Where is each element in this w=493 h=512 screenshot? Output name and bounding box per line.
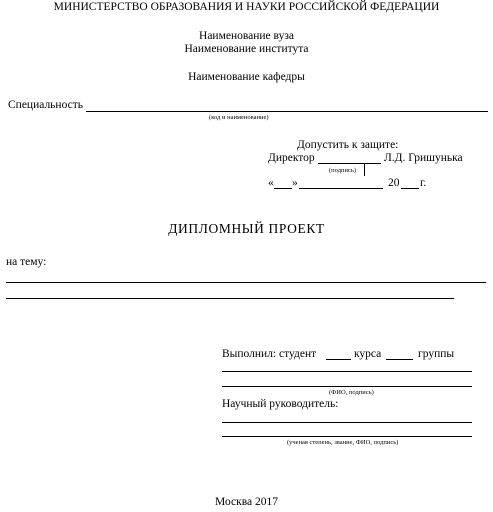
city-year: Москва 2017 [215,496,278,508]
topic-label: на тему: [6,256,47,268]
text-cursor [364,164,365,176]
director-label: Директор [268,152,315,164]
ministry-heading: МИНИСТЕРСТВО ОБРАЗОВАНИЯ И НАУКИ РОССИЙСКОЙ ФЕДЕРАЦИИ [53,1,440,13]
institute-name: Наименование института [184,43,309,55]
date-open-quote: « [268,177,274,189]
group-label: группы [418,348,455,360]
performer-label: Выполнил: студент [222,348,317,360]
director-name: Л.Д. Гришунька [384,152,463,164]
specialty-field-line[interactable] [86,111,488,112]
performer-caption: (ФИО, подпись) [329,389,374,396]
admit-to-defense: Допустить к защите: [297,139,399,151]
document-title: ДИПЛОМНЫЙ ПРОЕКТ [168,221,325,236]
university-name: Наименование вуза [199,30,294,42]
director-signature-line[interactable] [318,163,381,164]
supervisor-line-1[interactable] [222,422,472,423]
specialty-label: Специальность [8,99,83,111]
performer-name-line-2[interactable] [222,386,472,387]
course-number-line[interactable] [326,359,351,360]
specialty-caption: (код и наименование) [209,114,269,121]
date-year-suffix: г. [420,177,427,189]
supervisor-label: Научный руководитель: [222,398,339,410]
group-number-line[interactable] [386,359,413,360]
course-label: курса [354,348,382,360]
supervisor-caption: (ученая степень, звание, ФИО, подпись) [287,439,399,446]
date-day-line[interactable] [274,188,292,189]
date-year-prefix: 20 [388,177,400,189]
signature-caption: (подпись) [329,167,356,174]
supervisor-line-2[interactable] [222,436,472,437]
date-month-line[interactable] [299,188,383,189]
topic-line-1[interactable] [6,282,486,283]
topic-line-2[interactable] [6,298,454,299]
date-close-quote: » [292,177,298,189]
date-year-line[interactable] [401,188,419,189]
department-name: Наименование кафедры [188,71,305,83]
performer-name-line-1[interactable] [222,371,472,372]
